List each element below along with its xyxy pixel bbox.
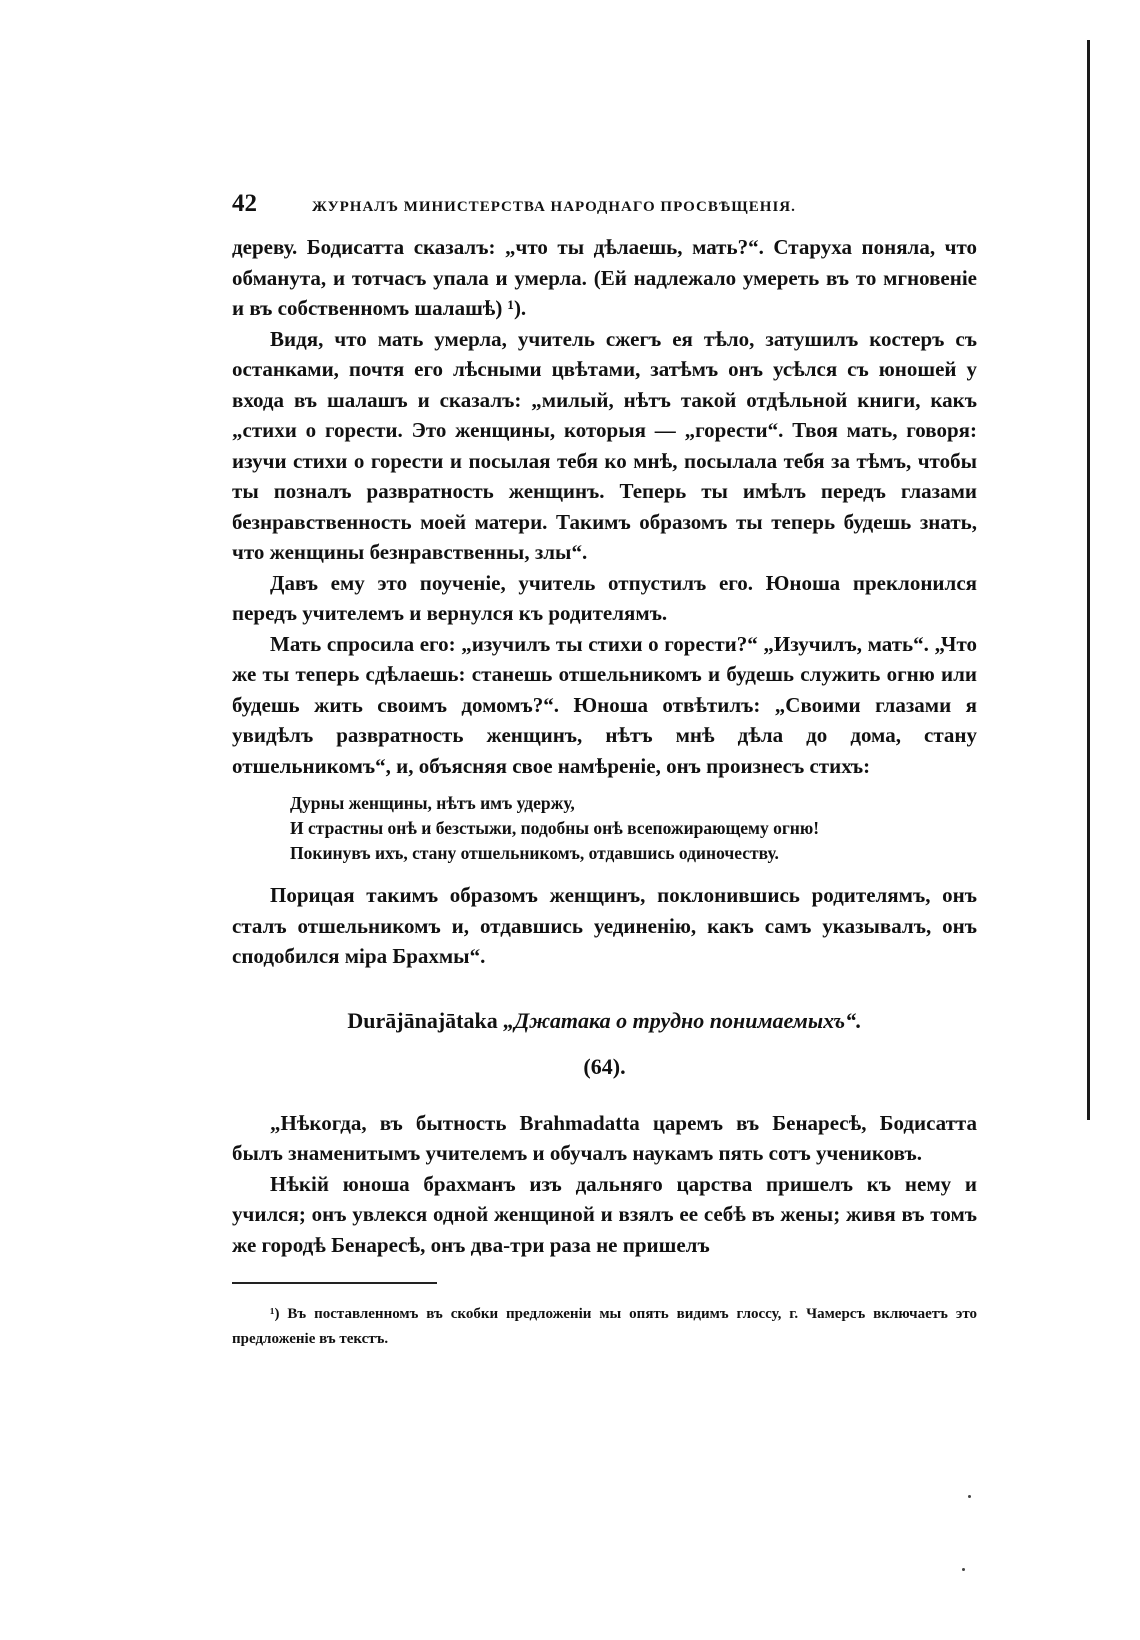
verse-stanza xyxy=(290,791,977,866)
verse-line: Покинувъ ихъ, стану отшельникомъ, отдавшись одиночеству. xyxy=(290,843,779,863)
text-block xyxy=(232,190,977,1352)
print-speck xyxy=(962,1568,965,1571)
paragraph-once-upon: „Нѣкогда, въ бытность Brahmadatta царемъ въ Бенаресѣ, Бодисатта былъ знаменитымъ учителемъ и обучалъ наукамъ пять сотъ учениковъ. xyxy=(232,1110,977,1165)
paragraph-continuation: дереву. Бодисатта сказалъ: „что ты дѣлаешь, мать?“. Старуха поняла, что обманута, и тотчасъ упала и умерла. (Ей надлежало умереть въ то мгновеніе и въ собственномъ шалашѣ) ¹). xyxy=(232,235,977,320)
footnote-rule xyxy=(232,1282,437,1284)
paragraph-closing: Порицая такимъ образомъ женщинъ, поклонившись родителямъ, онъ сталъ отшельникомъ и, отдавшись уединенію, какъ самъ указывалъ, онъ сподобился міра Брахмы“. xyxy=(232,883,977,968)
paragraph-mother-asks: Мать спросила его: „изучилъ ты стихи о горести?“ „Изучилъ, мать“. „Что же ты теперь сдѣлаешь: станешь отшельникомъ и будешь служить огню или будешь жить своимъ домомъ?“. Юноша отвѣтилъ: „Своими глазами я увидѣлъ развратность женщинъ, нѣтъ мнѣ дѣла до дома, стану отшельникомъ“, и, объясняя свое намѣреніе, онъ произнесъ стихъ: xyxy=(232,631,977,778)
section-heading xyxy=(232,1008,977,1034)
running-head xyxy=(232,190,977,218)
section-title-russian: „Джатака о трудно понимаемыхъ“. xyxy=(503,1007,862,1033)
paragraph-youth-released: Давъ ему это поученіе, учитель отпустилъ его. Юноша преклонился передъ учителемъ и вернулся къ родителямъ. xyxy=(232,570,977,625)
paragraph-young-brahman: Нѣкій юноша брахманъ изъ дальняго царства пришелъ къ нему и учился; онъ увлекся одной женщиной и взялъ ее себѣ въ жены; живя въ томъ же городѣ Бенаресѣ, онъ два-три раза не пришелъ xyxy=(232,1171,977,1257)
footnote: ¹) Въ поставленномъ въ скобки предложеніи мы опять видимъ глоссу, г. Чамерсъ включаетъ это предложеніе въ текстъ. xyxy=(232,1306,977,1347)
page-number: 42 xyxy=(232,190,257,217)
print-speck xyxy=(968,1495,971,1498)
journal-title: ЖУРНАЛЪ МИНИСТЕРСТВА НАРОДНАГО ПРОСВѢЩЕНІЯ. xyxy=(312,199,796,215)
verse-line: Дурны женщины, нѣтъ имъ удержу, xyxy=(290,793,575,813)
section-title-latin: Durājānajātaka xyxy=(347,1007,498,1033)
paragraph-teacher-burns-body: Видя, что мать умерла, учитель сжегъ ея тѣло, затушилъ костеръ съ останками, почтя его лѣсными цвѣтами, затѣмъ онъ усѣлся съ юношей у входа въ шалашъ и сказалъ: „милый, нѣтъ такой отдѣльной книги, какъ „стихи о горести. Это женщины, которыя — „горести“. Твоя мать, говоря: изучи стихи о горести и посылая тебя ко мнѣ, посылала тебя за тѣмъ, чтобы ты позналъ развратность женщинъ. Теперь ты имѣлъ передъ глазами безнравственность моей матери. Такимъ образомъ ты теперь будешь знать, что женщины безнравственны, злы“. xyxy=(232,326,977,564)
verse-line: И страстны онѣ и безстыжи, подобны онѣ всепожирающему огню! xyxy=(290,818,820,838)
section-number: (64). xyxy=(583,1053,626,1079)
binding-edge-line xyxy=(1087,40,1090,1120)
